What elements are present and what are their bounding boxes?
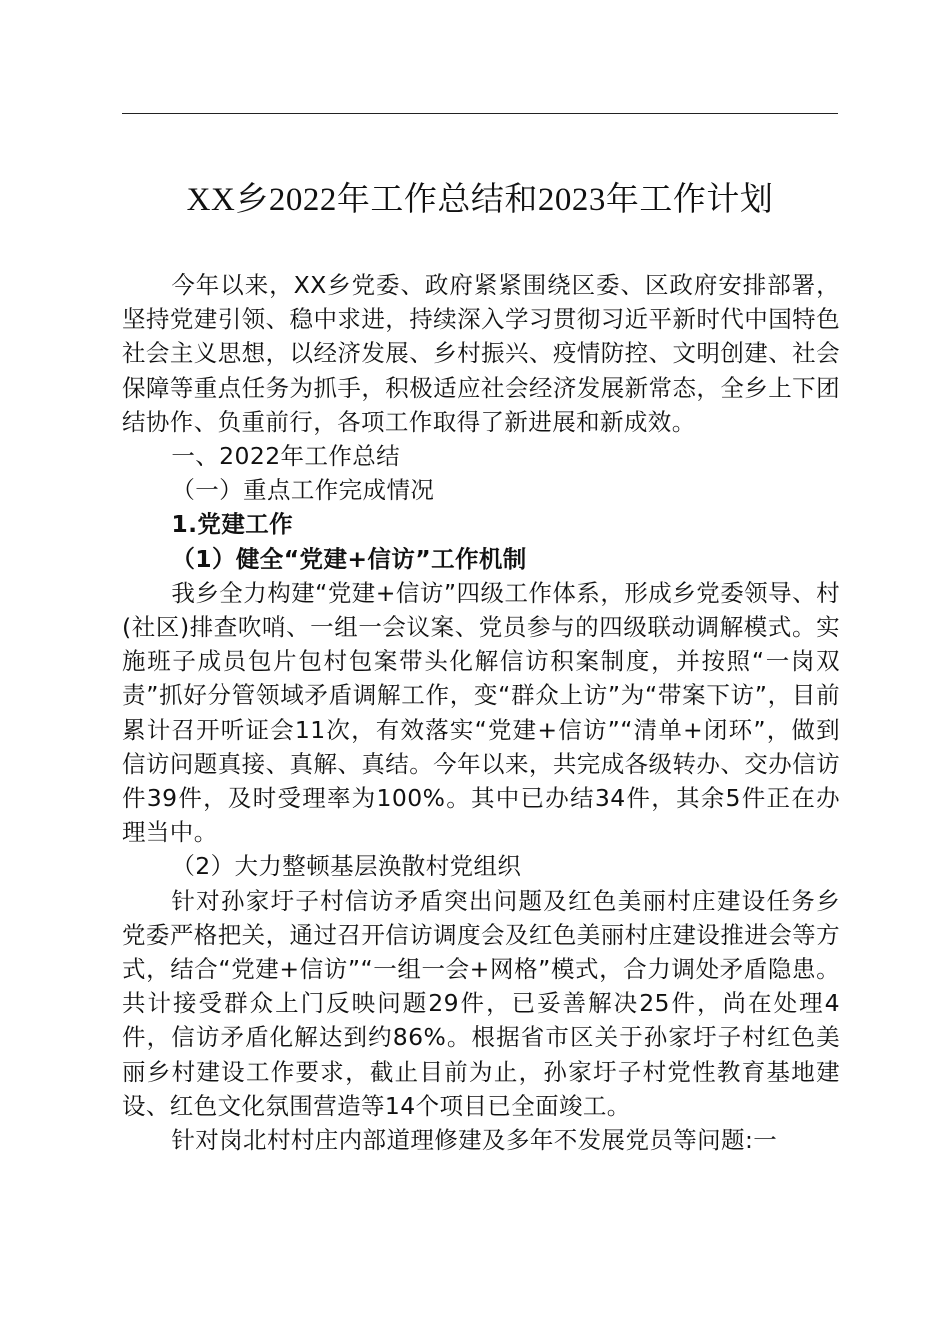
petition-mechanism-paragraph: 我乡全力构建“党建+信访”四级工作体系，形成乡党委领导、村(社区)排查吹哨、一组一会议案、党员参与的四级联动调解模式。实施班子成员包片包村包案带头化解信访积案制度，并按照“一岗双责”抓好分管领域矛盾调解工作，变“群众上访”为“带案下访”，目前累计召开听证会11次，有效落实“党建+信访”“清单+闭环”，做到信访问题真接、真解、真结。今年以来，共完成各级转办、交办信访件39件，及时受理率为100%。其中已办结34件，其余5件正在办理当中。 — [122, 578, 840, 847]
header-rule — [122, 113, 838, 114]
subsection-heading-1: （一）重点工作完成情况 — [171, 476, 435, 505]
sunjiaweizi-paragraph: 针对孙家圩子村信访矛盾突出问题及红色美丽村庄建设任务乡党委严格把关，通过召开信访调度会及红色美丽村庄建设推进会等方式，结合“党建+信访”“一组一会+网格”模式，合力调处矛盾隐患。共计接受群众上门反映问题29件，已妥善解决25件，尚在处理4件，信访矛盾化解达到约86%。根据省市区关于孙家圩子村红色美丽乡村建设工作要求，截止目前为止，孙家圩子村党性教育基地建设、红色文化氛围营造等14个项目已全面竣工。 — [122, 886, 840, 1120]
document-body — [122, 268, 840, 1157]
intro-paragraph: 今年以来，XX乡党委、政府紧紧围绕区委、区政府安排部署，坚持党建引领、稳中求进，持续深入学习贯彻习近平新时代中国特色社会主义思想，以经济发展、乡村振兴、疫情防控、文明创建、社会保障等重点任务为抓手，积极适应社会经济发展新常态，全乡上下团结协作、负重前行，各项工作取得了新进展和新成效。 — [122, 271, 840, 436]
item-heading-rectification: （2）大力整顿基层涣散村党组织 — [171, 852, 522, 881]
item-heading-party-building: 1.党建工作 — [171, 510, 294, 539]
item-heading-petition-mechanism: （1）健全“党建+信访”工作机制 — [171, 544, 527, 573]
gangbei-paragraph: 针对岗北村村庄内部道理修建及多年不发展党员等问题:一 — [171, 1126, 778, 1155]
document-title: XX乡2022年工作总结和2023年工作计划 — [186, 182, 774, 218]
section-heading-1: 一、2022年工作总结 — [171, 442, 401, 471]
